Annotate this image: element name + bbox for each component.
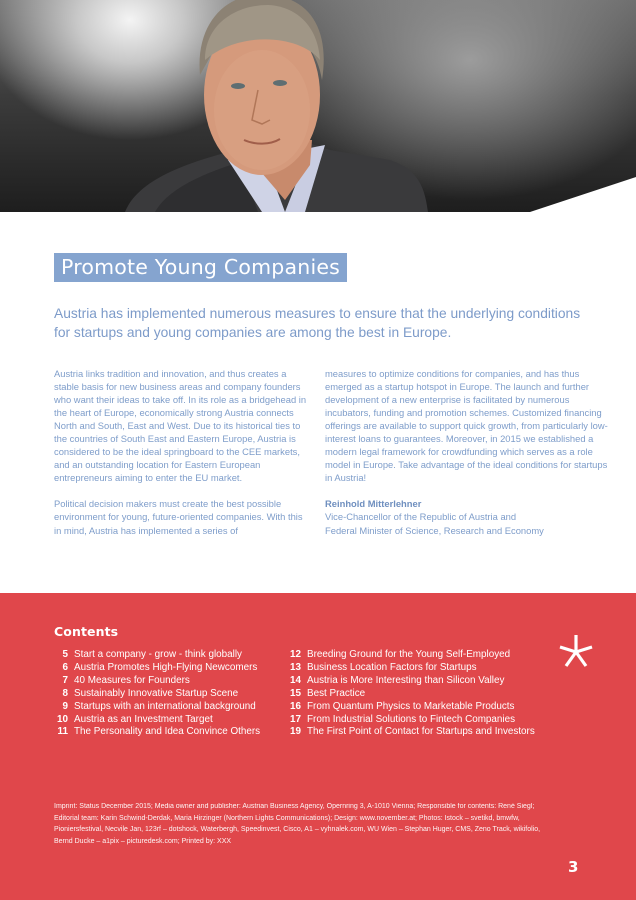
contents-page-number: 5: [62, 649, 68, 660]
contents-list-right: [283, 649, 535, 739]
asterisk-icon: [556, 632, 596, 672]
contents-page-number: 16: [290, 700, 301, 712]
contents-item-label: The First Point of Contact for Startups and Investors: [307, 726, 535, 738]
body-column-left: [54, 367, 312, 537]
contents-page-number: 14: [290, 674, 301, 686]
contents-page-number: 19: [290, 726, 301, 738]
contents-item[interactable]: [50, 662, 260, 675]
contents-item-label: Austria Promotes High-Flying Newcomers: [74, 661, 258, 673]
contents-item[interactable]: [283, 714, 535, 727]
contents-page-number: 12: [290, 649, 301, 660]
contents-item[interactable]: [283, 726, 535, 739]
contents-page-number: 7: [62, 674, 68, 686]
portrait-photo: [0, 0, 636, 212]
contents-item-label: 40 Measures for Founders: [74, 674, 190, 686]
body-paragraph: measures to optimize conditions for companies, and has thus emerged as a startup hotspot in Europe. The launch and further development of a new enterprise is facilitated by numerous incubators, funding and promotion schemes. Customized financing offerings are available to support quick growth, from particularly low-interest loans to guarantees. Moreover, in 2015 we established a modern legal framework for crowdfunding which serves as a role model in Europe. Take advantage of the ideal conditions for startups in Austria!: [325, 368, 608, 484]
contents-section: [0, 593, 636, 900]
imprint-text: Imprint: Status December 2015; Media owner and publisher: Austrian Business Agency, Opernring 3, A-1010 Vienna; Responsible for contents: René Siegl; Editorial team: Karin Schwind-Derdak, Maria Hirzinger (Northern Lights Communications); Design: www.november.at; Photos: Istock – svetikd, bmwfw, Pioniersfestival, Necvile Jan, 123rf – dotshock, Waterbergh, Speedinvest, Cisco, A1 – vyhnalek.com, WU Wien – Stephan Huger, CMS, Zeno Track, wikifolio, Bernd Ducke – a1pix – picturedesk.com; Printed by: XXX: [54, 803, 541, 846]
contents-item[interactable]: [283, 649, 535, 662]
contents-item[interactable]: [50, 714, 260, 727]
contents-list-left: [50, 649, 260, 739]
contents-item-label: From Quantum Physics to Marketable Products: [307, 700, 515, 712]
body-column-right: [325, 367, 615, 537]
lead-paragraph: Austria has implemented numerous measures to ensure that the underlying conditions for startups and young companies are among the best in Europe.: [54, 306, 581, 340]
contents-page-number: 6: [62, 661, 68, 673]
portrait-illustration: [0, 0, 636, 212]
contents-item[interactable]: [283, 688, 535, 701]
contents-page-number: 17: [290, 713, 301, 725]
contents-item[interactable]: [50, 649, 260, 662]
contents-item-label: Austria as an Investment Target: [74, 713, 213, 725]
contents-page-number: 15: [290, 687, 301, 699]
contents-item-label: Austria is More Interesting than Silicon Valley: [307, 674, 505, 686]
contents-item-label: The Personality and Idea Convince Others: [74, 726, 261, 738]
contents-item[interactable]: [50, 701, 260, 714]
page-title: Promote Young Companies: [54, 253, 347, 282]
contents-item[interactable]: [283, 675, 535, 688]
contents-item-label: Best Practice: [307, 687, 366, 699]
page-number: 3: [568, 858, 579, 876]
signer-title-line-1: Vice-Chancellor of the Republic of Austria and: [325, 511, 517, 523]
contents-item-label: Business Location Factors for Startups: [307, 661, 477, 673]
signer-name: Reinhold Mitterlehner: [325, 498, 422, 510]
contents-item-label: Start a company - grow - think globally: [74, 649, 242, 660]
contents-item-label: From Industrial Solutions to Fintech Companies: [307, 713, 516, 725]
contents-item[interactable]: [50, 726, 260, 739]
body-paragraph: Political decision makers must create the best possible environment for young, future-oriented companies. With this in mind, Austria has implemented a series of: [54, 498, 303, 536]
contents-page-number: 10: [57, 713, 68, 725]
signature-block: [325, 497, 615, 536]
contents-page-number: 11: [57, 726, 68, 738]
body-paragraph: Austria links tradition and innovation, and thus creates a stable basis for new business areas and company founders who want their ideas to take off. In its role as a bridgehead in the heart of Europe, economically strong Austria connects North and South, East and West. Due to its historical ties to the countries of South East and Eastern Europe, Austria is considered to be the ideal springboard to the CEE markets, and an outstanding location for Eastern European entrepreneurs aiming to enter the EU market.: [54, 368, 307, 484]
contents-item[interactable]: [283, 662, 535, 675]
contents-item[interactable]: [50, 675, 260, 688]
contents-heading: Contents: [54, 624, 119, 639]
signer-title-line-2: Federal Minister of Science, Research and Economy: [325, 524, 544, 536]
contents-page-number: 13: [290, 661, 301, 673]
contents-page-number: 8: [62, 687, 68, 699]
contents-item-label: Startups with an international background: [74, 700, 256, 712]
contents-item-label: Breeding Ground for the Young Self-Employed: [307, 649, 511, 660]
contents-item[interactable]: [283, 701, 535, 714]
contents-item-label: Sustainably Innovative Startup Scene: [74, 687, 239, 699]
contents-page-number: 9: [62, 700, 68, 712]
contents-item[interactable]: [50, 688, 260, 701]
